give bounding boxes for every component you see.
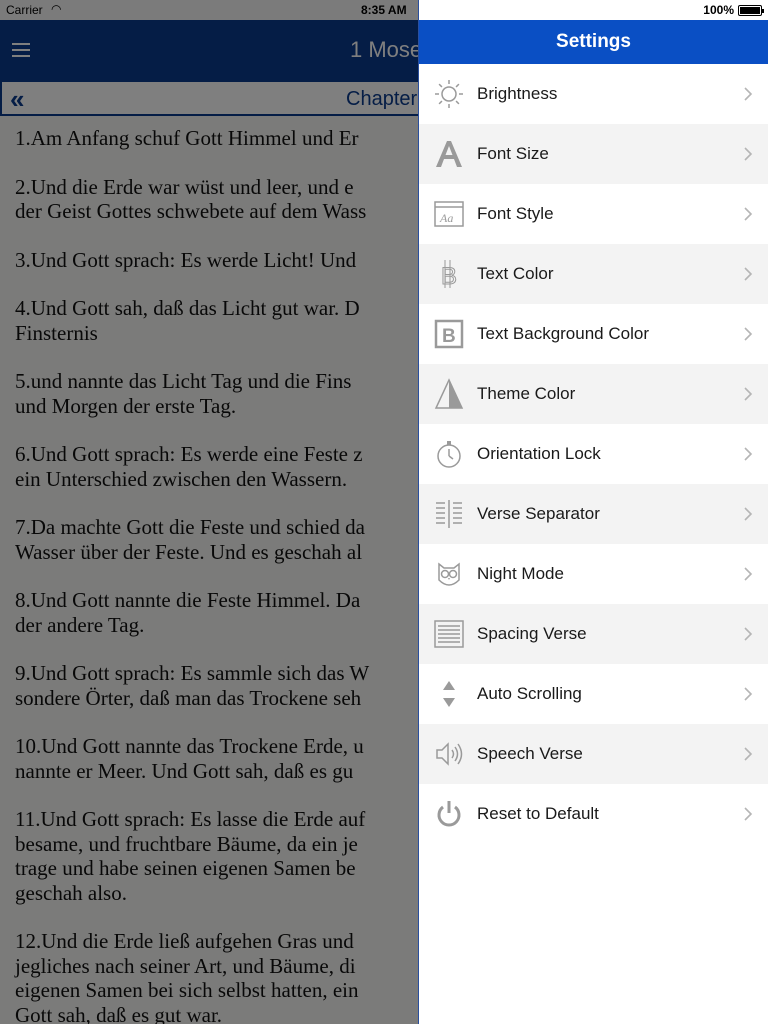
svg-text:B: B [441,263,458,290]
chevron-right-icon [742,384,754,404]
settings-item-label: Orientation Lock [477,444,601,463]
settings-item-label: Brightness [477,84,558,103]
chevron-right-icon [742,624,754,644]
chevron-right-icon [742,264,754,284]
text-background-icon [433,318,465,350]
chevron-right-icon [742,444,754,464]
chevron-right-icon [742,504,754,524]
settings-item-auto-scrolling[interactable] [419,664,768,724]
auto-scrolling-icon [433,678,465,710]
settings-item-night-mode[interactable] [419,544,768,604]
svg-text:B: B [442,326,456,347]
settings-item-spacing-verse[interactable] [419,604,768,664]
chevron-right-icon [742,324,754,344]
speaker-icon [433,738,465,770]
font-style-icon [433,198,465,230]
settings-item-text-color[interactable] [419,244,768,304]
settings-item-theme-color[interactable] [419,364,768,424]
theme-color-icon [433,378,465,410]
settings-item-font-style[interactable] [419,184,768,244]
settings-panel [418,0,768,1024]
chevron-right-icon [742,744,754,764]
verse-separator-icon [433,498,465,530]
chevron-right-icon [742,84,754,104]
settings-item-reset-to-default[interactable] [419,784,768,844]
settings-item-label: Reset to Default [477,804,599,823]
settings-item-font-size[interactable] [419,124,768,184]
settings-item-label: Auto Scrolling [477,684,582,703]
settings-item-label: Theme Color [477,384,576,403]
settings-item-label: Verse Separator [477,504,600,523]
settings-item-label: Font Size [477,144,549,163]
settings-item-text-background-color[interactable] [419,304,768,364]
panel-status-bar [419,0,768,20]
chevron-right-icon [742,144,754,164]
settings-item-label: Spacing Verse [477,624,587,643]
settings-item-label: Speech Verse [477,744,583,763]
settings-item-label: Font Style [477,204,554,223]
settings-item-speech-verse[interactable] [419,724,768,784]
settings-title: Settings [419,20,768,64]
settings-item-verse-separator[interactable] [419,484,768,544]
text-color-icon [433,258,465,290]
chevron-right-icon [742,204,754,224]
spacing-verse-icon [433,618,465,650]
brightness-icon [433,78,465,110]
orientation-lock-icon [433,438,465,470]
font-size-icon [433,138,465,170]
settings-item-brightness[interactable] [419,64,768,124]
settings-list [419,64,768,844]
chevron-right-icon [742,684,754,704]
night-mode-owl-icon [433,558,465,590]
settings-item-label: Night Mode [477,564,564,583]
chevron-right-icon [742,804,754,824]
battery-percent: 100% [703,3,734,17]
chevron-right-icon [742,564,754,584]
battery-icon [738,5,762,16]
svg-text:Aa: Aa [440,211,454,225]
power-reset-icon [433,798,465,830]
settings-item-label: Text Background Color [477,324,649,343]
settings-item-orientation-lock[interactable] [419,424,768,484]
settings-item-label: Text Color [477,264,554,283]
